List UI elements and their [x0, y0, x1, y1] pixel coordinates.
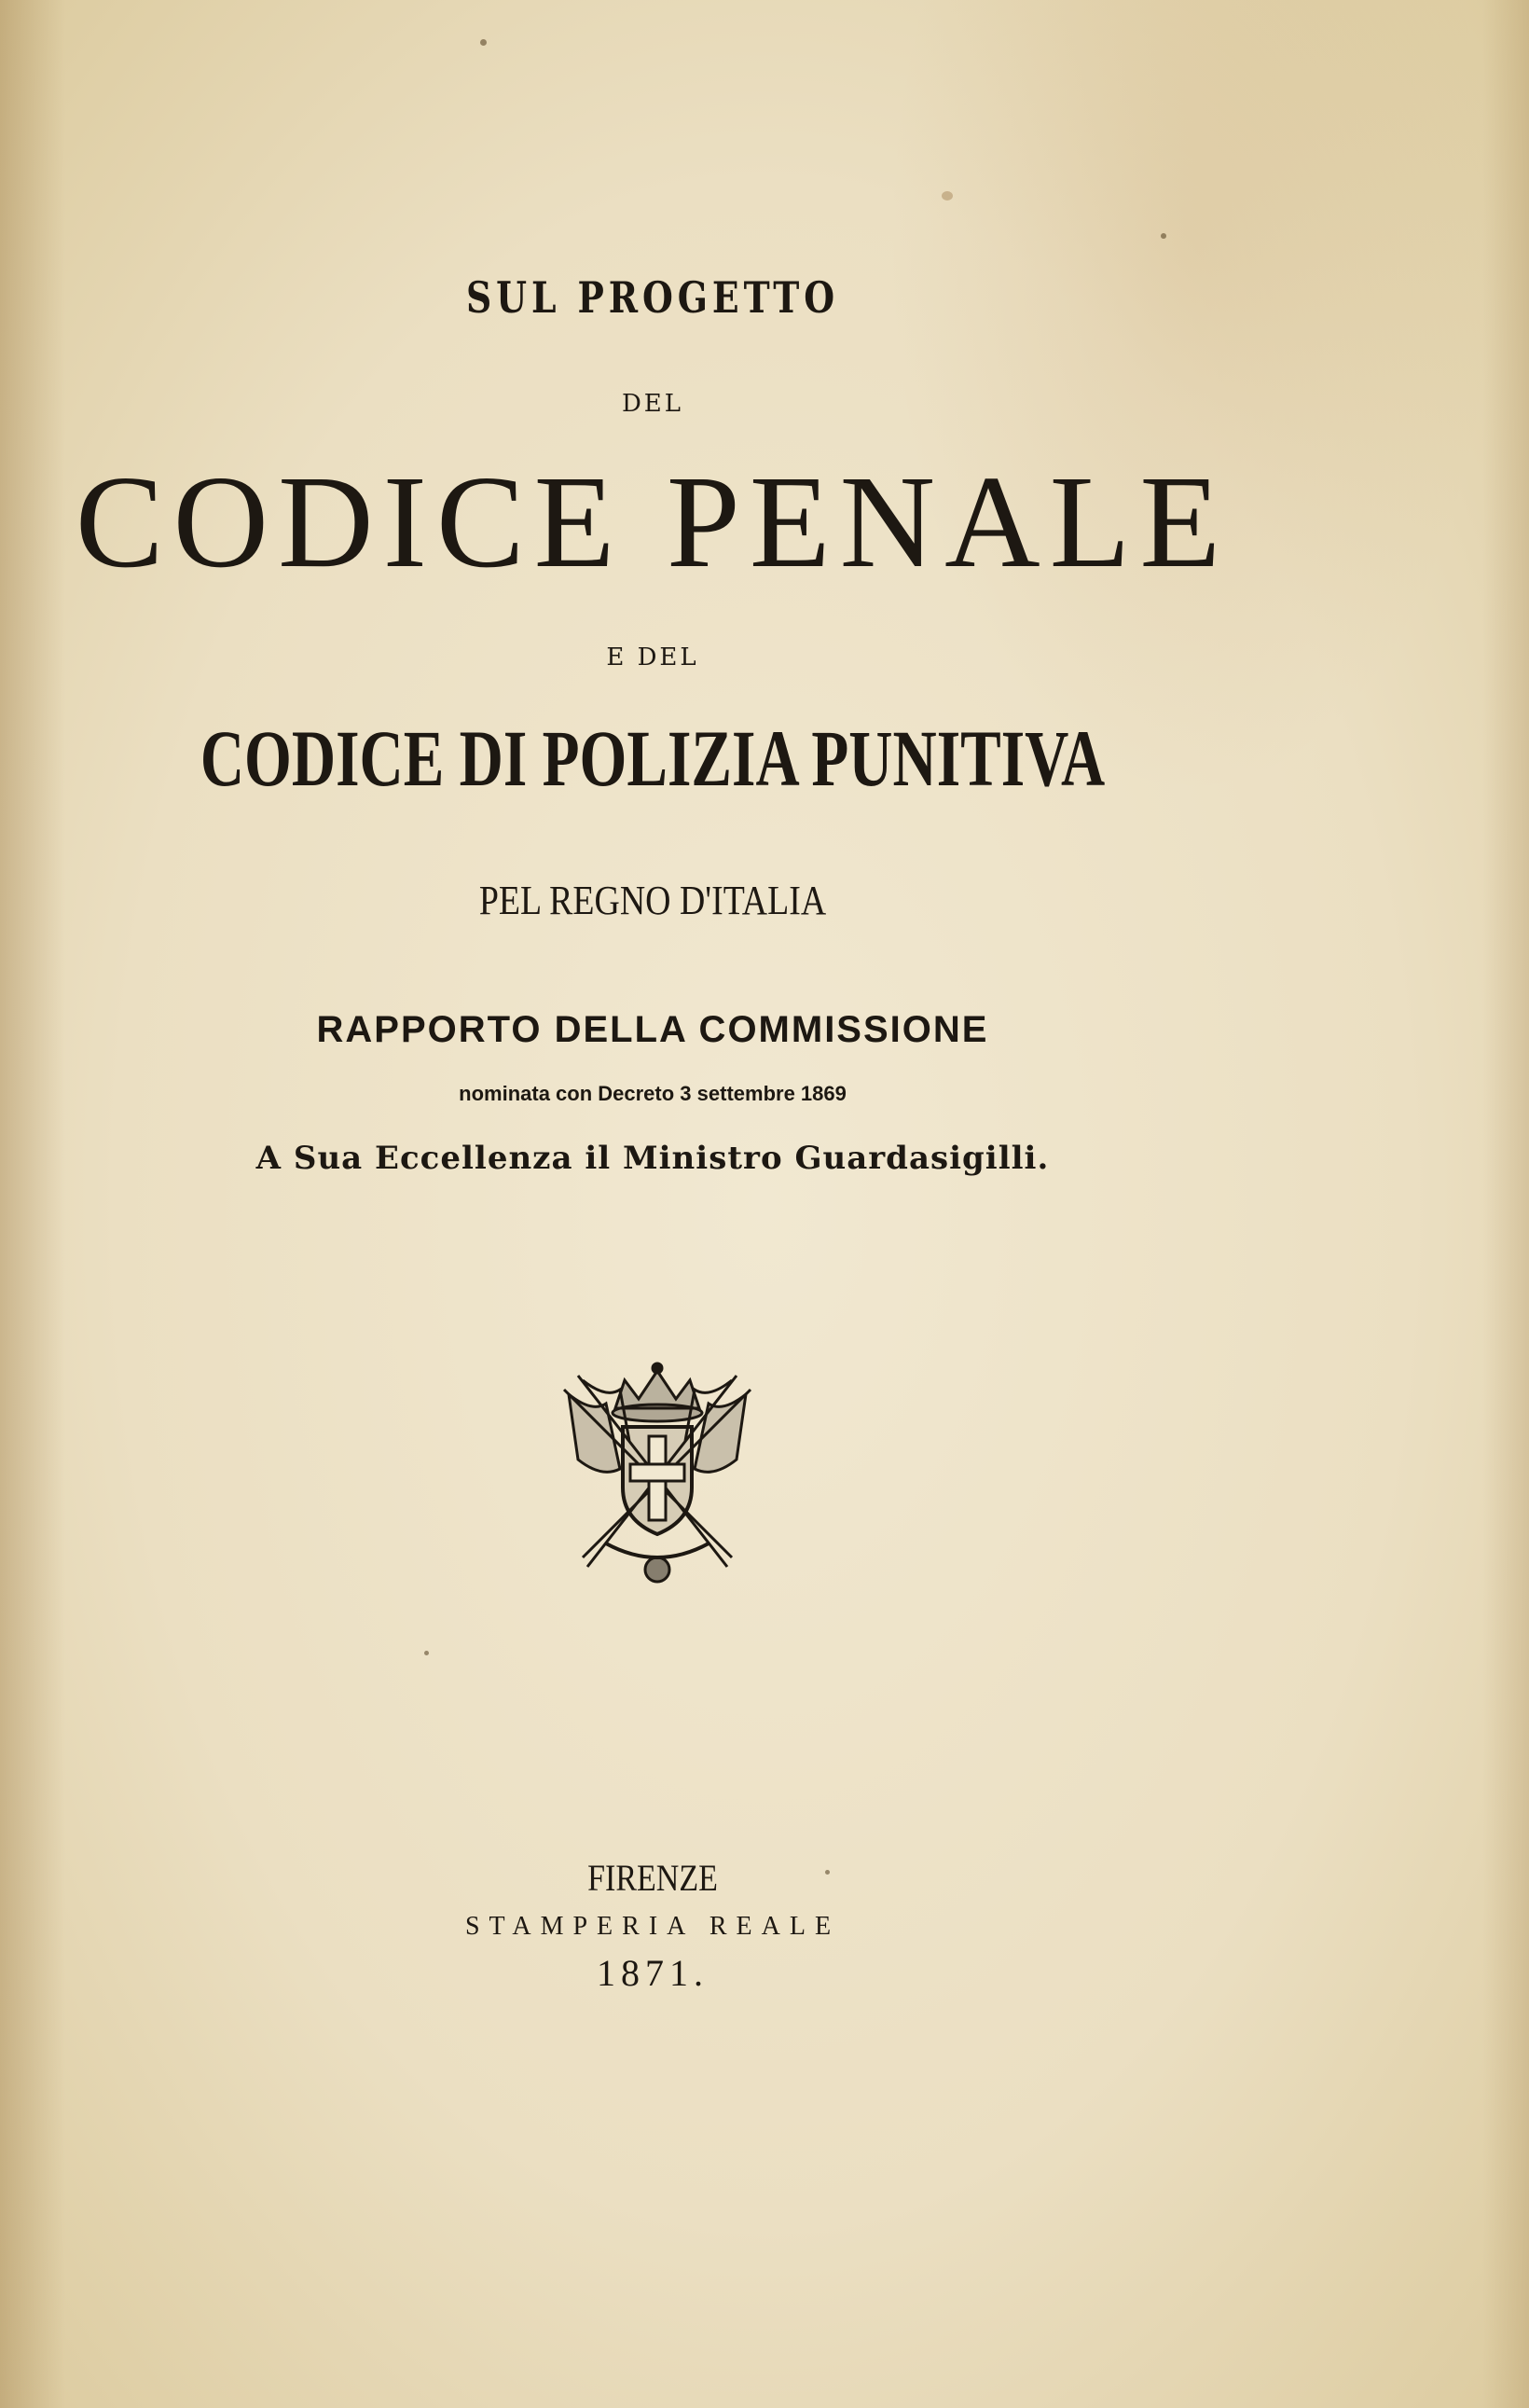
paper-speck — [424, 1651, 429, 1655]
dedication-line: A Sua Eccellenza il Ministro Guardasigilli. — [255, 1140, 1050, 1177]
imprint-city: FIRENZE — [587, 1857, 718, 1899]
heading-codice-penale: CODICE PENALE — [75, 448, 1231, 595]
paper-speck — [480, 39, 487, 46]
paper-speck — [942, 191, 953, 201]
heading-del: DEL — [621, 390, 684, 418]
heading-codice-polizia-punitiva: CODICE DI POLIZIA PUNITIVA — [200, 713, 1106, 803]
imprint-year: 1871. — [597, 1952, 709, 1994]
heading-e-del: E DEL — [606, 644, 699, 671]
page-edge-shadow-right — [1482, 0, 1529, 2408]
royal-coat-of-arms-icon — [550, 1357, 764, 1590]
heading-pel-regno: PEL REGNO D'ITALIA — [478, 878, 827, 923]
heading-sul-progetto: SUL PROGETTO — [465, 272, 840, 323]
page-edge-shadow-left — [0, 0, 65, 2408]
imprint-printer: STAMPERIA REALE — [464, 1912, 841, 1941]
heading-rapporto: RAPPORTO DELLA COMMISSIONE — [316, 1009, 989, 1050]
subheading-nominata: nominata con Decreto 3 settembre 1869 — [459, 1082, 847, 1105]
paper-speck — [1161, 233, 1166, 239]
